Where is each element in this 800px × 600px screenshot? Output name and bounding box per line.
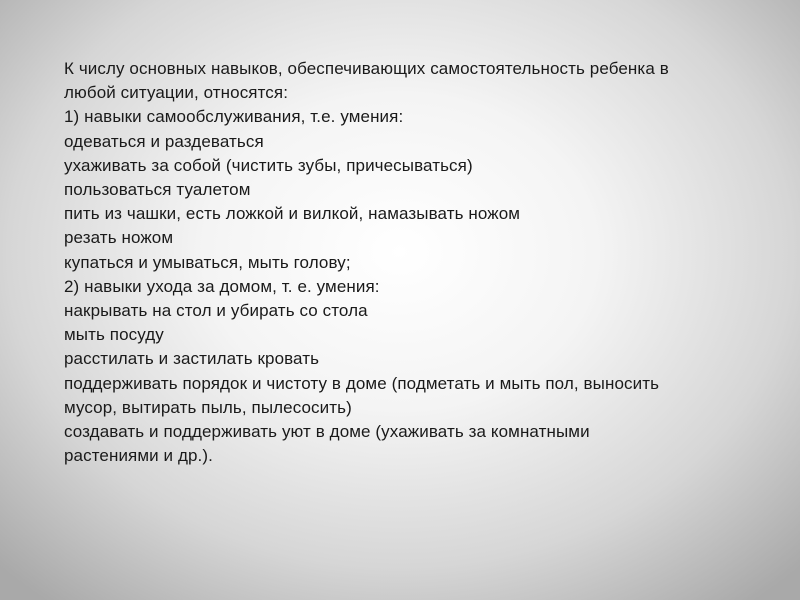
text-line: расстилать и застилать кровать: [64, 349, 320, 369]
text-line: мыть посуду: [64, 325, 164, 345]
text-line: резать ножом: [64, 228, 174, 248]
text-line: поддерживать порядок и чистоту в доме (подметать и мыть пол, выносить: [64, 373, 660, 393]
text-line: 1) навыки самообслуживания, т.е. умения:: [64, 107, 404, 127]
text-line: накрывать на стол и убирать со стола: [64, 301, 368, 321]
slide-text-block: [64, 57, 784, 468]
text-line: К числу основных навыков, обеспечивающих самостоятельность ребенка в: [64, 59, 669, 78]
text-line: одеваться и раздеваться: [64, 131, 264, 151]
text-line: любой ситуации, относятся:: [64, 83, 289, 103]
text-line: ухаживать за собой (чистить зубы, причесываться): [64, 155, 473, 175]
text-line: 2) навыки ухода за домом, т. е. умения:: [64, 276, 380, 296]
text-line: купаться и умываться, мыть голову;: [64, 252, 351, 272]
text-line: пользоваться туалетом: [64, 180, 251, 200]
text-line: мусор, вытирать пыль, пылесосить): [64, 397, 352, 417]
text-line: создавать и поддерживать уют в доме (ухаживать за комнатными: [64, 422, 590, 442]
text-line: растениями и др.).: [64, 446, 213, 466]
text-line: пить из чашки, есть ложкой и вилкой, намазывать ножом: [64, 204, 521, 224]
